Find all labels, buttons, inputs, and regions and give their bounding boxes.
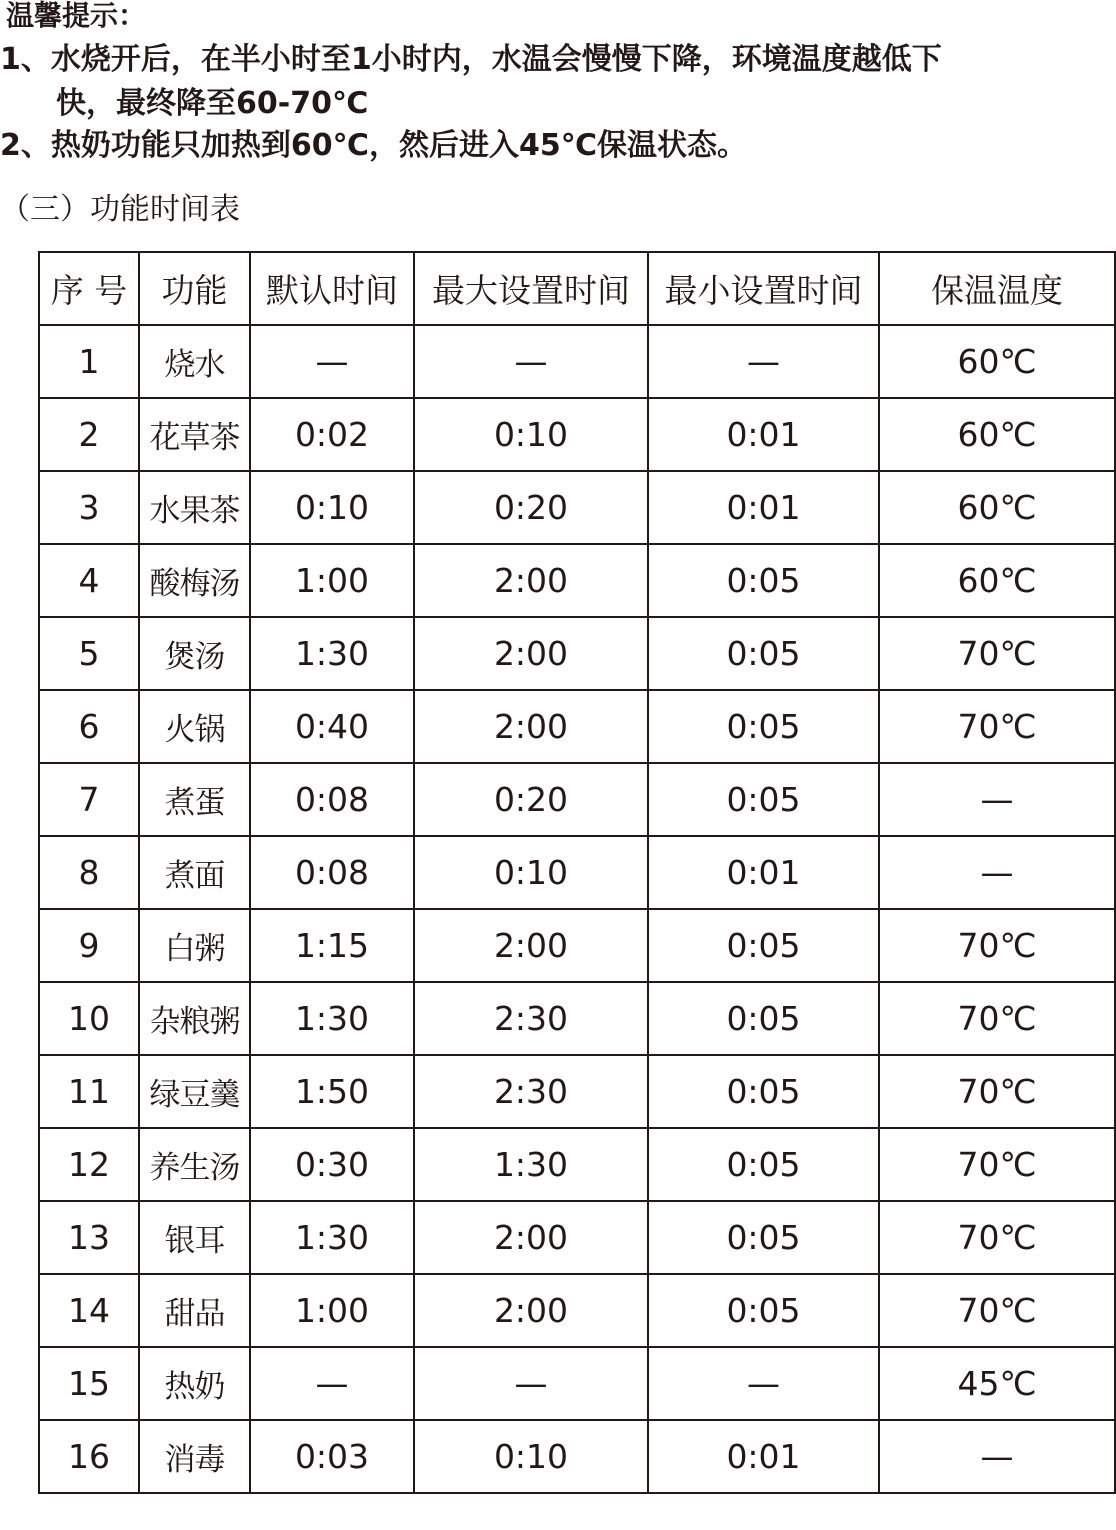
cell-index: 13 bbox=[39, 1201, 139, 1274]
cell-max-time: 0:20 bbox=[414, 471, 648, 544]
cell-function: 煲汤 bbox=[139, 617, 250, 690]
table-row bbox=[39, 544, 1115, 617]
cell-default-time: 0:08 bbox=[250, 836, 414, 909]
header-function: 功能 bbox=[139, 252, 250, 325]
cell-keep-warm-temp: 60℃ bbox=[879, 325, 1115, 398]
cell-default-time: 0:02 bbox=[250, 398, 414, 471]
cell-index: 11 bbox=[39, 1055, 139, 1128]
cell-min-time: 0:01 bbox=[648, 398, 879, 471]
cell-index: 7 bbox=[39, 763, 139, 836]
cell-min-time: 0:05 bbox=[648, 1128, 879, 1201]
cell-default-time: 1:30 bbox=[250, 1201, 414, 1274]
cell-max-time: 0:20 bbox=[414, 763, 648, 836]
table-row bbox=[39, 1420, 1115, 1493]
cell-function: 煮面 bbox=[139, 836, 250, 909]
cell-index: 1 bbox=[39, 325, 139, 398]
cell-default-time: 1:00 bbox=[250, 544, 414, 617]
table-row bbox=[39, 325, 1115, 398]
cell-max-time: — bbox=[414, 1347, 648, 1420]
table-row bbox=[39, 471, 1115, 544]
cell-index: 12 bbox=[39, 1128, 139, 1201]
cell-default-time: — bbox=[250, 1347, 414, 1420]
cell-default-time: 1:00 bbox=[250, 1274, 414, 1347]
cell-keep-warm-temp: 70℃ bbox=[879, 1055, 1115, 1128]
cell-min-time: 0:01 bbox=[648, 1420, 879, 1493]
tip-item-2: 2、热奶功能只加热到60℃，然后进入45℃保温状态。 bbox=[0, 128, 748, 163]
cell-function: 杂粮粥 bbox=[139, 982, 250, 1055]
cell-min-time: 0:05 bbox=[648, 544, 879, 617]
cell-default-time: 1:30 bbox=[250, 617, 414, 690]
cell-min-time: 0:05 bbox=[648, 1201, 879, 1274]
cell-function: 水果茶 bbox=[139, 471, 250, 544]
cell-default-time: 1:30 bbox=[250, 982, 414, 1055]
cell-min-time: 0:05 bbox=[648, 1055, 879, 1128]
section-title: （三）功能时间表 bbox=[0, 192, 240, 227]
cell-function: 煮蛋 bbox=[139, 763, 250, 836]
cell-index: 15 bbox=[39, 1347, 139, 1420]
table-row bbox=[39, 1201, 1115, 1274]
cell-default-time: 0:30 bbox=[250, 1128, 414, 1201]
table-header-row bbox=[39, 252, 1115, 325]
cell-keep-warm-temp: 70℃ bbox=[879, 982, 1115, 1055]
table-row bbox=[39, 909, 1115, 982]
cell-min-time: 0:05 bbox=[648, 617, 879, 690]
cell-index: 6 bbox=[39, 690, 139, 763]
cell-min-time: 0:01 bbox=[648, 471, 879, 544]
cell-default-time: 0:03 bbox=[250, 1420, 414, 1493]
header-min-time: 最小设置时间 bbox=[648, 252, 879, 325]
cell-function: 消毒 bbox=[139, 1420, 250, 1493]
tip-item-1-continued: 快，最终降至60-70℃ bbox=[56, 86, 369, 121]
cell-function: 酸梅汤 bbox=[139, 544, 250, 617]
cell-min-time: 0:05 bbox=[648, 982, 879, 1055]
cell-min-time: 0:01 bbox=[648, 836, 879, 909]
table-row bbox=[39, 1274, 1115, 1347]
cell-default-time: 0:40 bbox=[250, 690, 414, 763]
tips-title: 温馨提示： bbox=[6, 0, 147, 32]
cell-min-time: — bbox=[648, 1347, 879, 1420]
cell-keep-warm-temp: — bbox=[879, 1420, 1115, 1493]
table-row bbox=[39, 398, 1115, 471]
cell-index: 10 bbox=[39, 982, 139, 1055]
table-row bbox=[39, 617, 1115, 690]
cell-default-time: 1:15 bbox=[250, 909, 414, 982]
cell-min-time: 0:05 bbox=[648, 690, 879, 763]
cell-default-time: — bbox=[250, 325, 414, 398]
cell-max-time: 2:00 bbox=[414, 1201, 648, 1274]
cell-default-time: 1:50 bbox=[250, 1055, 414, 1128]
cell-keep-warm-temp: — bbox=[879, 836, 1115, 909]
cell-index: 2 bbox=[39, 398, 139, 471]
cell-keep-warm-temp: 70℃ bbox=[879, 909, 1115, 982]
cell-max-time: 0:10 bbox=[414, 1420, 648, 1493]
cell-max-time: 0:10 bbox=[414, 398, 648, 471]
cell-max-time: — bbox=[414, 325, 648, 398]
cell-keep-warm-temp: 60℃ bbox=[879, 398, 1115, 471]
cell-min-time: 0:05 bbox=[648, 1274, 879, 1347]
cell-keep-warm-temp: 70℃ bbox=[879, 690, 1115, 763]
header-index: 序 号 bbox=[39, 252, 139, 325]
cell-max-time: 2:00 bbox=[414, 690, 648, 763]
table-body bbox=[39, 325, 1115, 1493]
table-row bbox=[39, 690, 1115, 763]
cell-index: 5 bbox=[39, 617, 139, 690]
cell-function: 养生汤 bbox=[139, 1128, 250, 1201]
header-max-time: 最大设置时间 bbox=[414, 252, 648, 325]
cell-index: 14 bbox=[39, 1274, 139, 1347]
cell-index: 8 bbox=[39, 836, 139, 909]
cell-keep-warm-temp: 60℃ bbox=[879, 471, 1115, 544]
table-row bbox=[39, 1128, 1115, 1201]
cell-max-time: 2:30 bbox=[414, 982, 648, 1055]
cell-index: 16 bbox=[39, 1420, 139, 1493]
header-keep-warm-temp: 保温温度 bbox=[879, 252, 1115, 325]
table-row bbox=[39, 763, 1115, 836]
cell-function: 烧水 bbox=[139, 325, 250, 398]
table-row bbox=[39, 836, 1115, 909]
cell-index: 9 bbox=[39, 909, 139, 982]
cell-max-time: 0:10 bbox=[414, 836, 648, 909]
cell-max-time: 2:00 bbox=[414, 544, 648, 617]
cell-default-time: 0:08 bbox=[250, 763, 414, 836]
cell-function: 白粥 bbox=[139, 909, 250, 982]
tip-item-1: 1、水烧开后，在半小时至1小时内，水温会慢慢下降，环境温度越低下 bbox=[0, 42, 942, 77]
cell-function: 绿豆羹 bbox=[139, 1055, 250, 1128]
cell-max-time: 2:00 bbox=[414, 617, 648, 690]
cell-min-time: — bbox=[648, 325, 879, 398]
cell-max-time: 2:00 bbox=[414, 1274, 648, 1347]
cell-function: 银耳 bbox=[139, 1201, 250, 1274]
cell-index: 3 bbox=[39, 471, 139, 544]
cell-keep-warm-temp: 60℃ bbox=[879, 544, 1115, 617]
cell-min-time: 0:05 bbox=[648, 909, 879, 982]
cell-function: 热奶 bbox=[139, 1347, 250, 1420]
cell-keep-warm-temp: — bbox=[879, 763, 1115, 836]
cell-keep-warm-temp: 70℃ bbox=[879, 1274, 1115, 1347]
cell-keep-warm-temp: 45℃ bbox=[879, 1347, 1115, 1420]
function-time-table bbox=[38, 251, 1116, 1494]
table-row bbox=[39, 982, 1115, 1055]
cell-keep-warm-temp: 70℃ bbox=[879, 1128, 1115, 1201]
table-row bbox=[39, 1055, 1115, 1128]
cell-min-time: 0:05 bbox=[648, 763, 879, 836]
header-default-time: 默认时间 bbox=[250, 252, 414, 325]
cell-max-time: 2:30 bbox=[414, 1055, 648, 1128]
cell-function: 火锅 bbox=[139, 690, 250, 763]
cell-keep-warm-temp: 70℃ bbox=[879, 617, 1115, 690]
cell-keep-warm-temp: 70℃ bbox=[879, 1201, 1115, 1274]
cell-max-time: 1:30 bbox=[414, 1128, 648, 1201]
cell-function: 花草茶 bbox=[139, 398, 250, 471]
table-row bbox=[39, 1347, 1115, 1420]
cell-function: 甜品 bbox=[139, 1274, 250, 1347]
cell-max-time: 2:00 bbox=[414, 909, 648, 982]
cell-default-time: 0:10 bbox=[250, 471, 414, 544]
cell-index: 4 bbox=[39, 544, 139, 617]
